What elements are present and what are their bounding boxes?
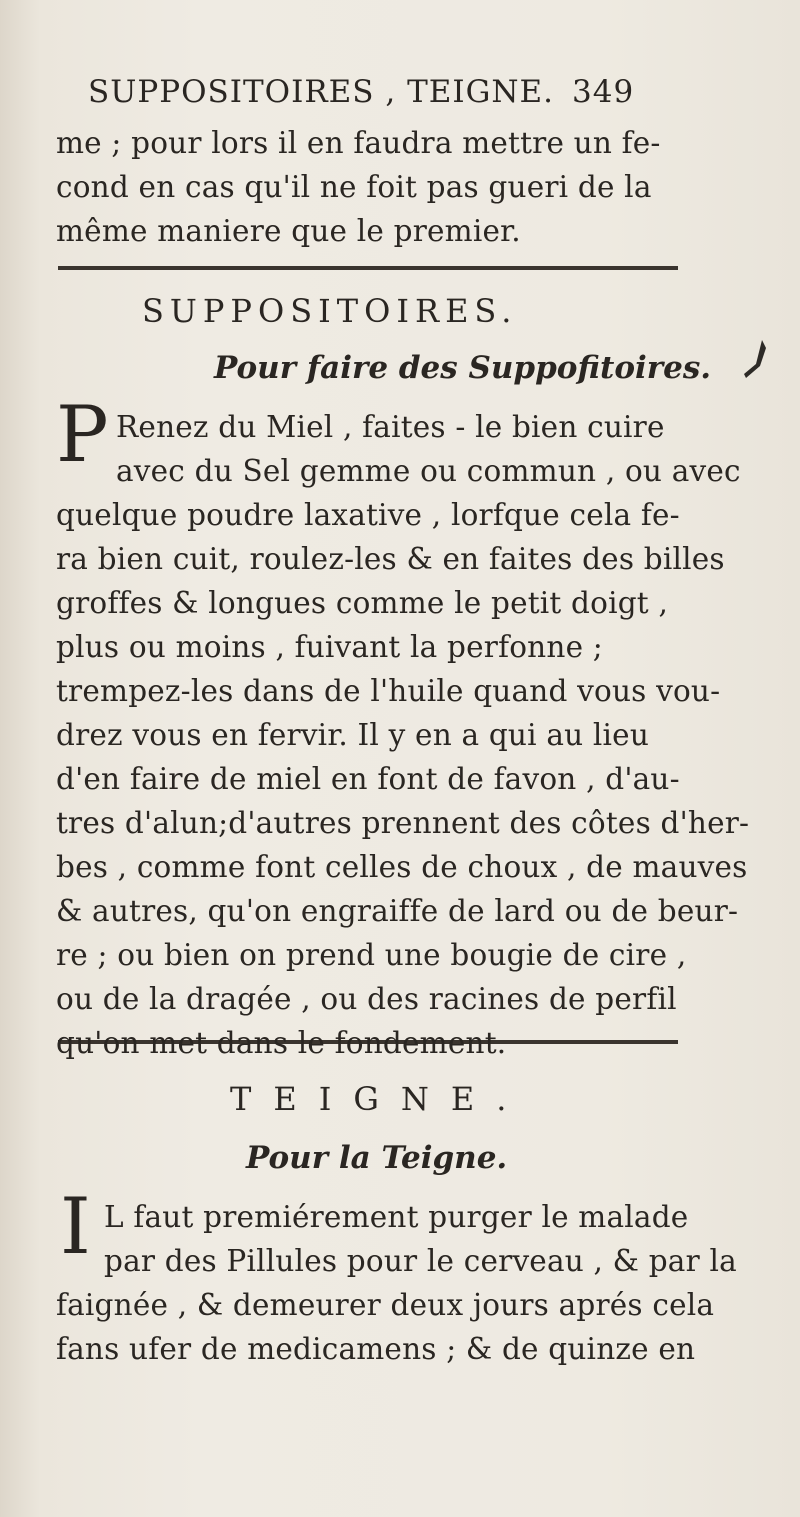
text-line: re ; ou bien on prend une bougie de cire , (56, 938, 687, 972)
section-divider (58, 266, 678, 270)
section-subtitle: Pour faire des Suppofitoires. (214, 350, 712, 386)
text-line: ra bien cuit, roulez-les & en faites des billes (56, 542, 725, 576)
drop-cap: P (56, 390, 109, 480)
text-line: drez vous en fervir. Il y en a qui au lieu (56, 718, 650, 752)
text-line: faignée , & demeurer deux jours aprés cela (56, 1288, 715, 1322)
text-line: quelque poudre laxative , lorfque cela fe- (56, 498, 680, 532)
text-line: Renez du Miel , faites - le bien cuire (116, 410, 665, 444)
text-line: cond en cas qu'il ne foit pas gueri de la (56, 170, 652, 204)
text-line: & autres, qu'on engraiffe de lard ou de beur- (56, 894, 739, 928)
text-line: avec du Sel gemme ou commun , ou avec (116, 454, 741, 488)
header-title: SUPPOSITOIRES , TEIGNE. (88, 74, 555, 110)
text-line: d'en faire de miel en font de favon , d'au- (56, 762, 680, 796)
ink-mark-icon (740, 338, 770, 382)
section-title-teigne: TEIGNE. (230, 1080, 529, 1118)
text-line: bes , comme font celles de choux , de mauves (56, 850, 748, 884)
text-line: trempez-les dans de l'huile quand vous vou- (56, 674, 721, 708)
text-line: même maniere que le premier. (56, 214, 521, 248)
text-line: ou de la dragée , ou des racines de perfil (56, 982, 677, 1016)
text-line: par des Pillules pour le cerveau , & par la (104, 1244, 737, 1278)
text-line: plus ou moins , fuivant la perfonne ; (56, 630, 603, 664)
section-subtitle: Pour la Teigne. (246, 1140, 508, 1176)
drop-cap: I (60, 1182, 91, 1272)
text-line: groffes & longues comme le petit doigt , (56, 586, 669, 620)
section-title-suppositoires: SUPPOSITOIRES. (142, 292, 518, 330)
text-line: qu'on met dans le fondement. (56, 1026, 507, 1060)
text-line: fans ufer de medicamens ; & de quinze en (56, 1332, 696, 1366)
text-line: L faut premiérement purger le malade (104, 1200, 689, 1234)
text-line: me ; pour lors il en faudra mettre un fe- (56, 126, 661, 160)
text-line: tres d'alun;d'autres prennent des côtes d'her- (56, 806, 750, 840)
page-number: 349 (572, 74, 635, 110)
running-header (88, 74, 688, 110)
